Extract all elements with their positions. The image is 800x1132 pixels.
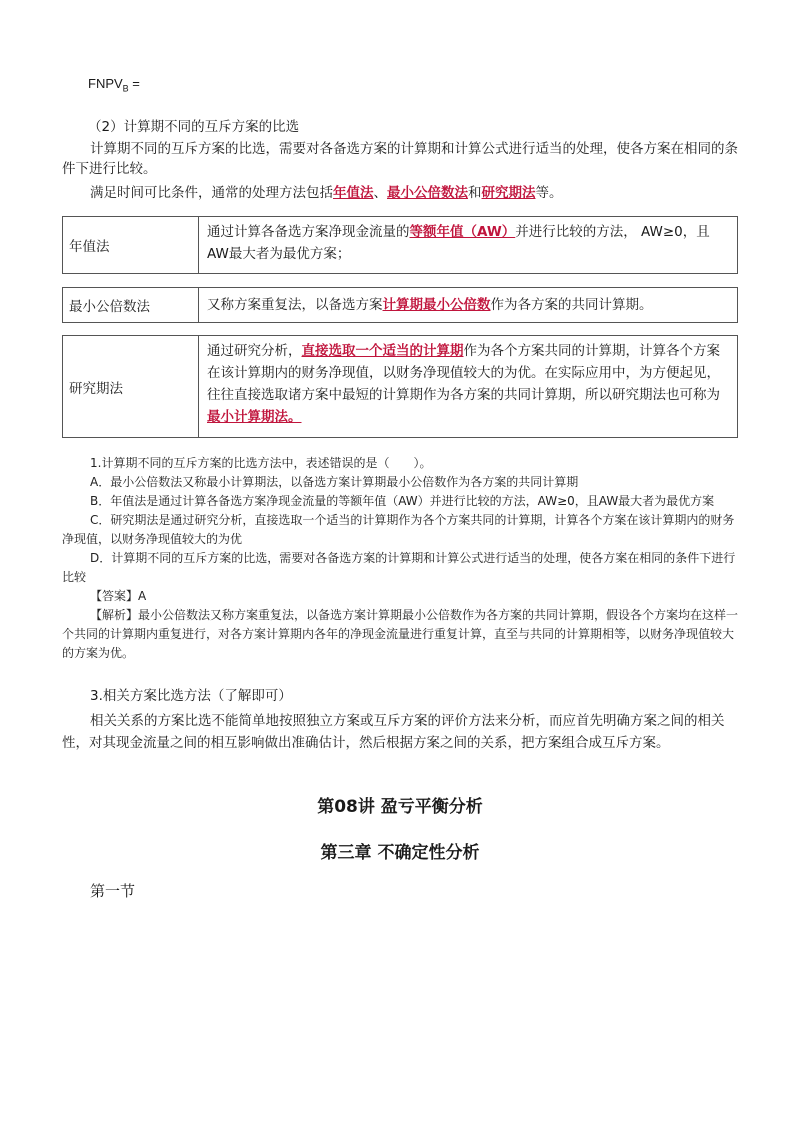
section2-title: （2）计算期不同的互斥方案的比选 (88, 119, 300, 135)
chapter-title: 第三章 不确定性分析 (320, 843, 480, 863)
method-label: 年值法 (63, 217, 199, 273)
option-d: D．计算期不同的互斥方案的比选，需要对各备选方案的计算期和计算公式进行适当的处理，使各方案在相同的条件下进行比较 (62, 551, 736, 584)
method-desc: 又称方案重复法，以备选方案计算期最小公倍数作为各方案的共同计算期。 (207, 297, 653, 313)
question-block (62, 454, 742, 663)
analysis: 【解析】最小公倍数法又称方案重复法，以备选方案计算期最小公倍数作为各方案的共同计算期，假设各个方案均在这样一个共同的计算期内重复进行，对各方案计算期内各年的净现金流量进行重复计算，直至与共同的计算期相等，以财务净现值较大的方案为优。 (62, 608, 739, 660)
method-lcm-link: 最小公倍数法 (387, 185, 468, 201)
para-intro: 计算期不同的互斥方案的比选，需要对各备选方案的计算期和计算公式进行适当的处理，使各方案在相同的条件下进行比较。 (62, 141, 738, 177)
option-b: B．年值法是通过计算各备选方案净现金流量的等额年值（AW）并进行比较的方法，AW≥0，且AW最大者为最优方案 (90, 494, 715, 508)
question-stem: 1.计算期不同的互斥方案的比选方法中，表述错误的是（ ）。 (90, 456, 432, 470)
method-desc: 通过计算各备选方案净现金流量的等额年值（AW）并进行比较的方法， AW≥0，且AW最大者为最优方案； (207, 224, 710, 262)
para-methods: 满足时间可比条件，通常的处理方法包括年值法、最小公倍数法和研究期法等。 (90, 185, 563, 201)
section-label: 第一节 (90, 882, 136, 900)
lecture-title: 第08讲 盈亏平衡分析 (317, 797, 483, 817)
option-a: A．最小公倍数法又称最小计算期法，以备选方案计算期最小公倍数作为各方案的共同计算期 (90, 475, 579, 489)
method-box-lcm (62, 287, 738, 323)
section3-title: 3.相关方案比选方法（了解即可） (90, 688, 292, 704)
fnpv-formula: $FNPV_B$ = (88, 76, 140, 94)
method-label: 最小公倍数法 (63, 288, 199, 322)
answer: 【答案】A (90, 589, 147, 603)
method-desc: 通过研究分析，直接选取一个适当的计算期作为各个方案共同的计算期，计算各个方案在该计算期内的财务净现值，以财务净现值较大的为优。在实际应用中，为方便起见，往往直接选取诸方案中最短的计算期作为各方案的共同计算期，所以研究期法也可称为最小计算期法。 (207, 343, 720, 425)
method-box-study (62, 335, 738, 438)
para-related: 相关关系的方案比选不能简单地按照独立方案或互斥方案的评价方法来分析，而应首先明确方案之间的相关性，对其现金流量之间的相互影响做出准确估计，然后根据方案之间的关系，把方案组合成互斥方案。 (62, 713, 725, 751)
method-box-annual (62, 216, 738, 274)
method-label: 研究期法 (63, 336, 199, 437)
option-c: C．研究期法是通过研究分析，直接选取一个适当的计算期作为各个方案共同的计算期，计算各个方案在该计算期内的财务净现值，以财务净现值较大的为优 (62, 513, 735, 546)
method-annual-link: 年值法 (333, 185, 374, 201)
method-study-link: 研究期法 (481, 185, 536, 201)
